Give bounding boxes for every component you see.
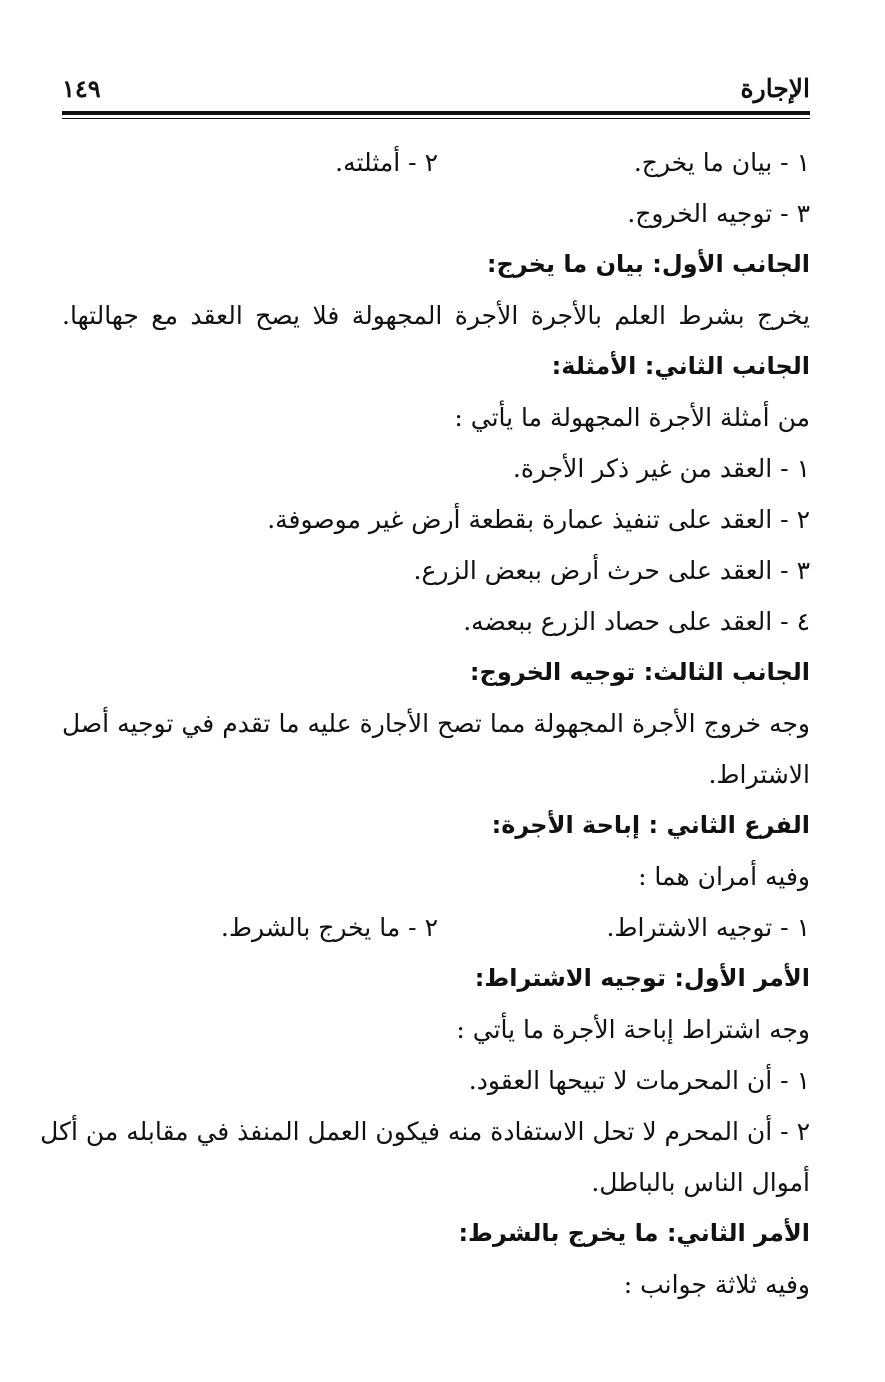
page-number: ١٤٩: [62, 74, 101, 103]
page-header: [62, 74, 810, 103]
running-title: الإجارة: [740, 74, 810, 103]
list-item: ١ - العقد من غير ذكر الأجرة.: [512, 454, 810, 483]
list-item: ١ - أن المحرمات لا تبيحها العقود.: [468, 1066, 810, 1095]
list-item: ٢ - العقد على تنفيذ عمارة بقطعة أرض غير موصوفة.: [267, 505, 810, 534]
paragraph-line: من أمثلة الأجرة المجهولة ما يأتي :: [454, 403, 810, 432]
list-item: ٤ - العقد على حصاد الزرع ببعضه.: [463, 607, 810, 636]
section-heading: الجانب الثالث: توجيه الخروج:: [469, 658, 810, 686]
list-item: ١ - توجيه الاشتراط.: [606, 913, 810, 942]
list-item-pair: [62, 137, 810, 188]
list-item-pair: [62, 902, 810, 953]
section-heading: الجانب الثاني: الأمثلة:: [551, 352, 810, 380]
paragraph-line: وجه اشتراط إباحة الأجرة ما يأتي :: [456, 1015, 810, 1044]
paragraph-line: وجه خروج الأجرة المجهولة مما تصح الأجارة عليه ما تقدم في توجيه أصل: [62, 709, 810, 738]
paragraph-line: الاشتراط.: [708, 760, 810, 789]
page-body: [40, 137, 810, 1310]
list-item: ٢ - ما يخرج بالشرط.: [220, 913, 438, 942]
list-item: ٣ - العقد على حرث أرض ببعض الزرع.: [413, 556, 810, 585]
paragraph-line: يخرج بشرط العلم بالأجرة الأجرة المجهولة فلا يصح العقد مع جهالتها.: [62, 301, 810, 330]
paragraph-line: وفيه أمران هما :: [638, 862, 810, 891]
list-item: ٢ - أن المحرم لا تحل الاستفادة منه فيكون العمل المنفذ في مقابله من أكل: [40, 1117, 810, 1146]
section-heading: الأمر الأول: توجيه الاشتراط:: [474, 964, 810, 992]
paragraph-line: وفيه ثلاثة جوانب :: [623, 1270, 810, 1299]
section-heading: الأمر الثاني: ما يخرج بالشرط:: [458, 1219, 810, 1247]
header-rule-thin: [62, 118, 810, 119]
paragraph-line: أموال الناس بالباطل.: [591, 1168, 810, 1197]
list-item: ١ - بيان ما يخرج.: [633, 148, 810, 177]
header-rule-thick: [62, 111, 810, 115]
section-heading: الجانب الأول: بيان ما يخرج:: [486, 250, 810, 278]
list-item: ٢ - أمثلته.: [335, 148, 438, 177]
list-item: ٣ - توجيه الخروج.: [627, 199, 810, 228]
section-heading: الفرع الثاني : إباحة الأجرة:: [491, 811, 810, 839]
